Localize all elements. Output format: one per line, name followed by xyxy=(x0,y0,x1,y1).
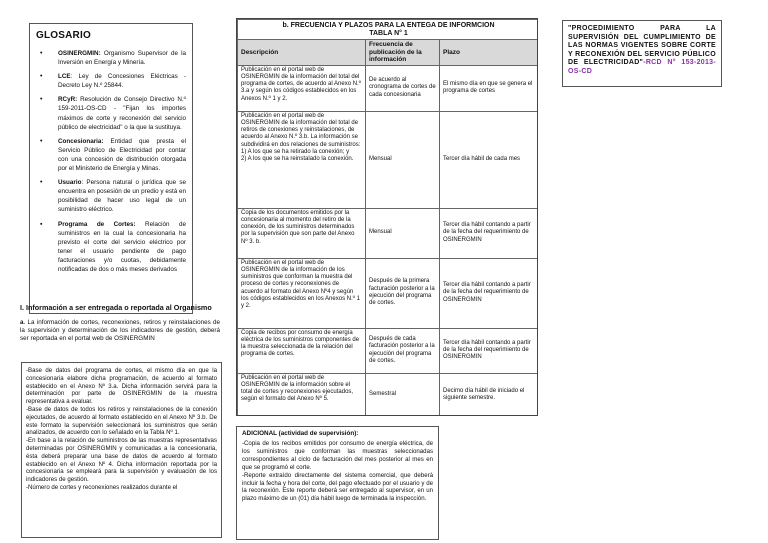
section-1 xyxy=(20,303,220,344)
glosario-definition: : Ley de Concesiones Eléctricas - Decreto Ley N.º 25844. xyxy=(58,73,186,90)
cell-plazo: Tercer día hábil contando a partir de la fecha del requerimiento de OSINERGMIN xyxy=(440,208,539,258)
bullet-icon: ▪ xyxy=(40,220,43,228)
cell-plazo: Tercer día hábil contando a partir de la fecha del requerimiento de OSINERGMIN xyxy=(440,328,539,373)
bullet-icon: • xyxy=(40,50,43,57)
bullet-icon: • xyxy=(40,96,43,104)
cell-frecuencia: Después de cada facturación posterior a la ejecución del programa de cortes. xyxy=(366,328,440,373)
cell-frecuencia: De acuerdo al cronograma de cortes de cada concesionaria xyxy=(366,65,440,111)
glosario-title: GLOSARIO xyxy=(36,30,91,41)
table-title xyxy=(238,20,539,40)
cell-frecuencia: Después de la primera facturación posterior a la ejecución del programa de cortes. xyxy=(366,258,440,328)
table-row xyxy=(238,208,539,258)
glosario-item xyxy=(36,95,186,131)
report-line: -Número de cortes y reconexiones realizados durante el xyxy=(26,483,178,491)
glosario-term: RCyR: xyxy=(58,96,78,104)
bullet-icon: • xyxy=(40,137,43,145)
glosario-box xyxy=(29,23,193,314)
procedure-code: -RCD N° 153-2013-OS-CD xyxy=(568,59,716,75)
glosario-item xyxy=(36,178,186,214)
table xyxy=(237,19,538,416)
glosario-term: Usuario xyxy=(58,179,82,187)
table-row xyxy=(238,328,539,373)
glosario-item xyxy=(36,220,186,275)
cell-descripcion: Publicación en el portal web de OSINERGMIN de la información del total de retiros de conexiones y reinstalaciones, de acuerdo al Anexo N.º 3.b. La información se subdividirá en dos relaciones de suministros: 1) A los que se ha retirado la conexión; y 2) A los que se ha reinstalado la conexión. xyxy=(238,111,366,208)
adicional-line: -Reporte extraído directamente del sistema comercial, que deberá incluir la fecha y hora del corte, del pago efectuado por el usuario y de la reconexión. Este reporte deberá ser entregado al supervisor, en un plazo máximo de un (01) día hábil luego de terminada la inspección. xyxy=(242,471,433,503)
cell-descripcion: Publicación en el portal web de OSINERGMIN de la información de los suministros que conforman la muestra del proceso de cortes y reconexiones de acuerdo al formato del Anexo Nº4 y según los códigos establecidos en los Anexos N.º 1 y 2. xyxy=(238,258,366,328)
report-line: -Base de datos del programa de cortes, el mismo día en que la concesionaria elabore dicha programación, de acuerdo al formato establecido en el Anexo Nº 3.a. Dicha información servirá para la determinación por parte de OSINERGMIN de la muestra representativa a evaluar. xyxy=(26,367,217,406)
cell-descripcion: Publicación en el portal web de OSINERGMIN de la información del total del programa de cortes, de acuerdo al Anexo N.º 3.a y según los códigos establecidos en los Anexos N.º 1 y 2. xyxy=(238,65,366,111)
glosario-item xyxy=(36,72,186,90)
table-subtitle-line: TABLA N° 1 xyxy=(369,29,408,37)
section-1-paragraph xyxy=(20,319,220,344)
cell-frecuencia: Mensual xyxy=(366,208,440,258)
report-line: -En base a la relación de suministros de las muestras representativas determinadas por OSINERGMIN y comunicadas a la concesionaria, ésta deberá preparar una base de datos de acuerdo al formato establecido en el Anexo Nº 4. Dicha información reportada por la concesionaria se empleará para la supervisión y evaluación de los indicadores de gestión. xyxy=(26,437,217,484)
bullet-icon: • xyxy=(40,179,43,187)
paragraph-text: . La información de cortes, reconexiones, retiros y reinstalaciones de la supervisión y determinación de los indicadores de gestión, deberá ser reportada en el portal web de OSINERGMIN xyxy=(20,319,220,343)
header-plazo: Plazo xyxy=(440,40,539,66)
glosario-term: OSINERGMIN: xyxy=(58,50,101,57)
paragraph-prefix: a xyxy=(20,319,24,326)
glosario-term: Concesionaria: xyxy=(58,137,104,145)
cell-plazo: El mismo día en que se genera el programa de cortes xyxy=(440,65,539,111)
table-row xyxy=(238,65,539,111)
cell-descripcion: Publicación en el portal web de OSINERGMIN de la información sobre el total de cortes y reconexiones ejecutados, según el formato del Anexo Nº 5. xyxy=(238,373,366,416)
glosario-item xyxy=(36,49,186,67)
report-list-box xyxy=(21,362,222,538)
glosario-item xyxy=(36,137,186,173)
glosario-list xyxy=(36,49,186,274)
table-row xyxy=(238,373,539,416)
cell-frecuencia: Mensual xyxy=(366,111,440,208)
table-row xyxy=(238,111,539,208)
adicional-box xyxy=(236,426,439,540)
bullet-icon: • xyxy=(40,73,43,81)
table-title-line: b. FRECUENCIA Y PLAZOS PARA LA ENTEGA DE INFORMCION xyxy=(282,21,495,29)
table-header-row xyxy=(238,40,539,66)
glosario-definition: : Persona natural o jurídica que se encuentra en posesión de un predio y está en posibilidad de hacer uso legal de un suministro eléctrico. xyxy=(58,179,186,214)
cell-plazo: Tercer día hábil de cada mes xyxy=(440,111,539,208)
glosario-term: LCE xyxy=(58,73,71,81)
header-descripcion: Descripción xyxy=(238,40,366,66)
cell-plazo: Tercer día hábil contando a partir de la fecha del requerimiento de OSINERGMIN xyxy=(440,258,539,328)
frequency-table xyxy=(236,18,538,416)
cell-descripcion: Copia de los documentos emitidos por la concesionaria al momento del retiro de la conexión, de los suministros determinados por la supervisión que son parte del Anexo Nº 3. b. xyxy=(238,208,366,258)
glosario-definition: Entidad que presta el Servicio Público de Electricidad por contar con una concesión de distribución otorgada por el Ministerio de Energía y Minas. xyxy=(58,137,186,173)
cell-descripcion: Copia de recibos por consumo de energía eléctrica de los suministros componentes de la muestra seleccionada de la relación del programa de cortes. xyxy=(238,328,366,373)
procedure-title xyxy=(568,25,716,77)
glosario-definition: Resolución de Consejo Directivo N.º 159-2011-OS-CD - "Fijan los importes máximos de corte y reconexión del servicio público de electricidad" o la que la sustituya. xyxy=(58,96,186,131)
header-frecuencia: Frecuencia de publicación de la información xyxy=(366,40,440,66)
report-line: -Base de datos de todos los retiros y reinstalaciones de la conexión ejecutados, de acuerdo al formato establecido en el Anexo Nº 3.b. De este formato la supervisión seleccionará los suministros que serán analizados, de acuerdo con lo señalado en la Tabla Nº 1. xyxy=(26,405,217,437)
cell-plazo: Decimo día hábil de iniciado el siguiente semestre. xyxy=(440,373,539,416)
table-row xyxy=(238,258,539,328)
adicional-line: -Copia de los recibos emitidos por consumo de energía eléctrica, de los suministros que conforman las muestras seleccionadas correspondientes al ciclo de facturación del mes posterior al mes en que se programó el corte. xyxy=(242,440,433,471)
glosario-definition: Organismo Supervisor de la Inversión en Energía y Minería. xyxy=(58,50,186,67)
section-1-heading: I. Información a ser entregada o reportada al Organismo xyxy=(20,303,212,312)
cell-frecuencia: Semestral xyxy=(366,373,440,416)
procedure-title-box xyxy=(562,20,722,87)
procedure-title-text: "PROCEDIMIENTO PARA LA SUPERVISIÓN DEL CUMPLIMIENTO DE LAS NORMAS VIGENTES SOBRE CORTE Y RECONEXIÓN DEL SERVICIO PÚBLICO DE ELECTRICIDAD" xyxy=(568,25,716,67)
glosario-definition: Relación de suministros en la cual la concesionaria ha previsto el corte del servicio eléctrico por tener el usuario pendiente de pago facturaciones y/o cuotas, debidamente notificadas de dos o más meses derivados xyxy=(58,220,186,273)
glosario-term: Programa de Cortes: xyxy=(58,220,136,228)
adicional-heading: ADICIONAL (actividad de supervisión): xyxy=(242,430,359,437)
